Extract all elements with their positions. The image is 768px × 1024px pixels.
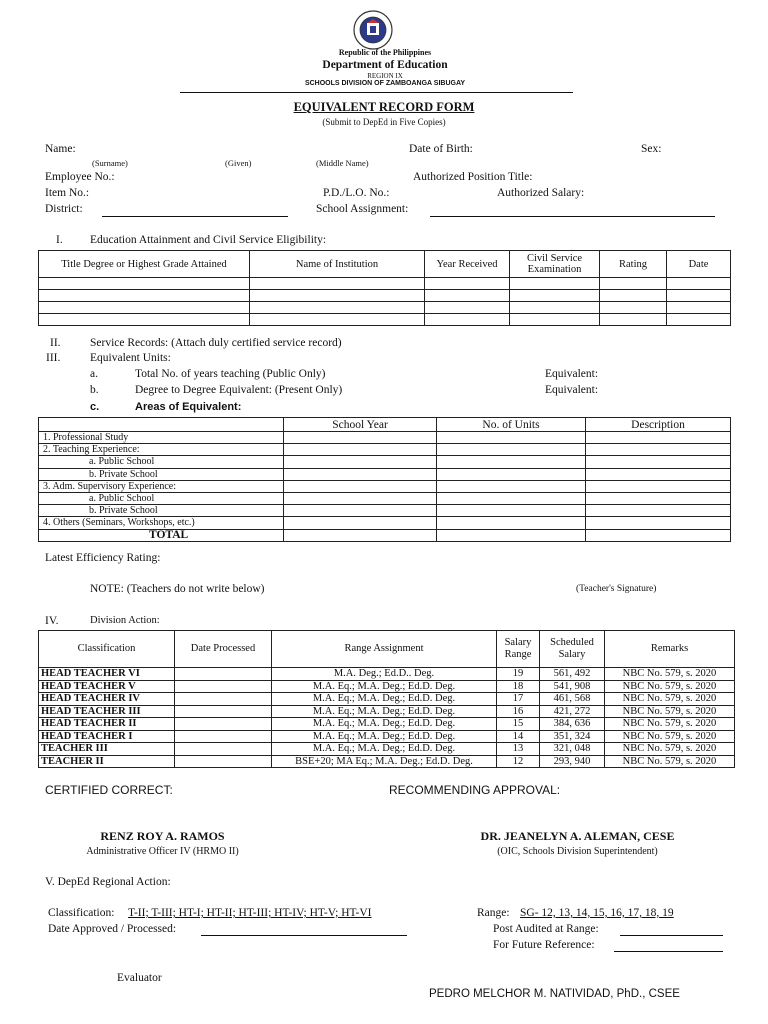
- col-year-received: Year Received: [425, 251, 510, 278]
- col-area: [39, 418, 284, 432]
- equivalent-areas-table: [38, 417, 731, 542]
- classification-label: Classification:: [48, 907, 115, 919]
- col-title-degree: Title Degree or Highest Grade Attained: [39, 251, 250, 278]
- efficiency-label: Latest Efficiency Rating:: [45, 552, 161, 564]
- note-text: NOTE: (Teachers do not write below): [90, 583, 265, 595]
- section3-number: III.: [46, 352, 61, 364]
- table-row[interactable]: b. Private School: [39, 505, 731, 517]
- classification-value: T-II; T-III; HT-I; HT-II; HT-III; HT-IV; HT-V; HT-VI: [128, 907, 372, 919]
- form-title: EQUIVALENT RECORD FORM: [293, 100, 475, 114]
- region-text: REGION IX: [367, 72, 403, 80]
- section4-number: IV.: [45, 615, 59, 627]
- section2-number: II.: [50, 337, 61, 349]
- item-b-equivalent: Equivalent:: [545, 384, 599, 396]
- table-row: HEAD TEACHER V M.A. Eq.; M.A. Deg.; Ed.D. Deg. 18 541, 908 NBC No. 579, s. 2020: [39, 680, 735, 693]
- table-row[interactable]: [39, 290, 731, 302]
- table-row: HEAD TEACHER II M.A. Eq.; M.A. Deg.; Ed.D. Deg. 15 384, 636 NBC No. 579, s. 2020: [39, 718, 735, 731]
- division-action-table: [38, 630, 735, 768]
- col-rating: Rating: [600, 251, 667, 278]
- table-row: HEAD TEACHER VI M.A. Deg.; Ed.D.. Deg. 19 561, 492 NBC No. 579, s. 2020: [39, 668, 735, 681]
- teacher-signature-caption: (Teacher's Signature): [576, 584, 657, 594]
- table-row[interactable]: 1. Professional Study: [39, 432, 731, 444]
- header-divider: [180, 92, 573, 93]
- section3-title: Equivalent Units:: [90, 352, 171, 364]
- middle-caption: (Middle Name): [316, 158, 369, 168]
- section1-number: I.: [56, 234, 63, 246]
- authorized-position-label: Authorized Position Title:: [413, 171, 533, 183]
- table-row[interactable]: [39, 302, 731, 314]
- col-school-year: School Year: [284, 418, 437, 432]
- item-b-letter: b.: [90, 384, 99, 396]
- post-audited-label: Post Audited at Range:: [493, 923, 599, 935]
- department-title: Department of Education: [322, 59, 448, 71]
- date-approved-label: Date Approved / Processed:: [48, 923, 177, 935]
- section5-title: V. DepEd Regional Action:: [45, 876, 171, 888]
- col-date-processed: Date Processed: [175, 631, 272, 668]
- right-signatory-title: (OIC, Schools Division Superintendent): [497, 846, 658, 857]
- sex-label: Sex:: [641, 143, 662, 155]
- pdlo-label: P.D./L.O. No.:: [323, 187, 390, 199]
- district-label: District:: [45, 203, 83, 215]
- range-label: Range:: [477, 907, 510, 919]
- deped-seal-icon: [353, 10, 393, 50]
- recommending-label: RECOMMENDING APPROVAL:: [389, 783, 561, 797]
- item-c-text: Areas of Equivalent:: [135, 401, 242, 413]
- col-civil-service: Civil Service Examination: [510, 251, 600, 278]
- right-signatory-name: DR. JEANELYN A. ALEMAN, CESE: [480, 829, 675, 843]
- item-a-letter: a.: [90, 368, 98, 380]
- future-reference-label: For Future Reference:: [493, 939, 595, 951]
- table-row: HEAD TEACHER IV M.A. Eq.; M.A. Deg.; Ed.D. Deg. 17 461, 568 NBC No. 579, s. 2020: [39, 693, 735, 706]
- table-row: HEAD TEACHER I M.A. Eq.; M.A. Deg.; Ed.D. Deg. 14 351, 324 NBC No. 579, s. 2020: [39, 730, 735, 743]
- division-text: SCHOOLS DIVISION OF ZAMBOANGA SIBUGAY: [304, 80, 466, 87]
- table-row[interactable]: 3. Adm. Supervisory Experience:: [39, 480, 731, 492]
- republic-text: Republic of the Philippines: [338, 48, 432, 57]
- col-scheduled-salary: Scheduled Salary: [540, 631, 605, 668]
- post-audited-field[interactable]: [620, 935, 723, 936]
- item-a-equivalent: Equivalent:: [545, 368, 599, 380]
- section4-title: Division Action:: [90, 615, 160, 626]
- dob-label: Date of Birth:: [409, 143, 473, 155]
- table-row[interactable]: [39, 314, 731, 326]
- table-row[interactable]: 2. Teaching Experience:: [39, 444, 731, 456]
- surname-caption: (Surname): [92, 158, 128, 168]
- table-row[interactable]: a. Public School: [39, 456, 731, 468]
- col-classification: Classification: [39, 631, 175, 668]
- item-c-letter: c.: [90, 401, 100, 413]
- table-row[interactable]: [39, 278, 731, 290]
- certified-label: CERTIFIED CORRECT:: [45, 783, 173, 797]
- given-caption: (Given): [225, 158, 252, 168]
- item-no-label: Item No.:: [45, 187, 90, 199]
- range-value: SG- 12, 13, 14, 15, 16, 17, 18, 19: [520, 907, 674, 919]
- col-units: No. of Units: [437, 418, 586, 432]
- table-row: TEACHER III M.A. Eq.; M.A. Deg.; Ed.D. Deg. 13 321, 048 NBC No. 579, s. 2020: [39, 743, 735, 756]
- school-assignment-field[interactable]: [430, 216, 715, 217]
- col-date: Date: [667, 251, 731, 278]
- table-row: HEAD TEACHER III M.A. Eq.; M.A. Deg.; Ed.D. Deg. 16 421, 272 NBC No. 579, s. 2020: [39, 705, 735, 718]
- left-signatory-name: RENZ ROY A. RAMOS: [100, 829, 225, 843]
- table-row[interactable]: a. Public School: [39, 492, 731, 504]
- name-label: Name:: [45, 143, 76, 155]
- future-reference-field[interactable]: [614, 951, 723, 952]
- item-b-text: Degree to Degree Equivalent: (Present Only): [135, 384, 343, 396]
- item-a-text: Total No. of years teaching (Public Only): [135, 368, 326, 380]
- section1-title: Education Attainment and Civil Service Eligibility:: [90, 234, 327, 246]
- education-table: [38, 250, 731, 326]
- authorized-salary-label: Authorized Salary:: [497, 187, 585, 199]
- school-assignment-label: School Assignment:: [316, 203, 409, 215]
- left-signatory-title: Administrative Officer IV (HRMO II): [86, 846, 239, 857]
- section2-title: Service Records: (Attach duly certified service record): [90, 337, 342, 349]
- col-description: Description: [586, 418, 731, 432]
- form-subtitle: (Submit to DepEd in Five Copies): [322, 117, 446, 127]
- col-salary-range: Salary Range: [497, 631, 540, 668]
- employee-no-label: Employee No.:: [45, 171, 115, 183]
- col-range-assignment: Range Assignment: [272, 631, 497, 668]
- district-field[interactable]: [102, 216, 288, 217]
- table-row[interactable]: b. Private School: [39, 468, 731, 480]
- table-row: TEACHER II BSE+20; MA Eq.; M.A. Deg.; Ed.D. Deg. 12 293, 940 NBC No. 579, s. 2020: [39, 755, 735, 768]
- date-approved-field[interactable]: [201, 935, 407, 936]
- col-institution: Name of Institution: [250, 251, 425, 278]
- col-remarks: Remarks: [605, 631, 735, 668]
- evaluator-label: Evaluator: [117, 972, 162, 984]
- regional-signatory-name: PEDRO MELCHOR M. NATIVIDAD, PhD., CSEE: [429, 988, 680, 1000]
- table-row-total[interactable]: TOTAL: [39, 529, 731, 541]
- table-row[interactable]: 4. Others (Seminars, Workshops, etc.): [39, 517, 731, 529]
